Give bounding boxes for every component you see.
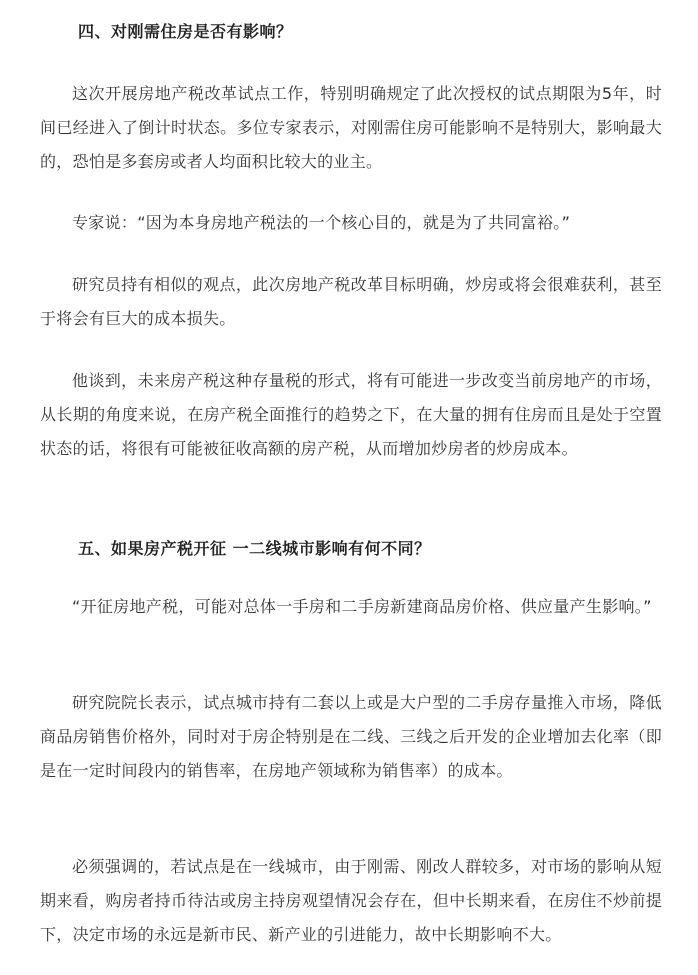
- section-heading-4: 四、对刚需住房是否有影响？: [78, 22, 293, 41]
- paragraph: 研究员持有相似的观点，此次房地产税改革目标明确，炒房或将会很难获利，甚至于将会有巨大的成本损失。: [40, 275, 662, 328]
- paragraph: 他谈到，未来房产税这种存量税的形式，将有可能进一步改变当前房地产的市场，从长期的角度来说，在房产税全面推行的趋势之下，在大量的拥有住房而且是处于空置状态的话，将很有可能被征收高额的房产税，从而增加炒房者的炒房成本。: [40, 371, 662, 458]
- section-heading-5: 五、如果房产税开征 一二线城市影响有何不同？: [78, 539, 431, 558]
- paragraph: 这次开展房地产税改革试点工作，特别明确规定了此次授权的试点期限为5年，时间已经进入了倒计时状态。多位专家表示，对刚需住房可能影响不是特别大，影响最大的，恐怕是多套房或者人均面积比较大的业主。: [40, 84, 662, 171]
- paragraph: “开征房地产税，可能对总体一手房和二手房新建商品房价格、供应量产生影响。”: [72, 597, 652, 616]
- paragraph: 必须强调的，若试点是在一线城市，由于刚需、刚改人群较多，对市场的影响从短期来看，购房者持币待沽或房主持房观望情况会存在，但中长期来看，在房住不炒前提下，决定市场的永远是新市民、新产业的引进能力，故中长期影响不大。: [40, 857, 662, 944]
- paragraph: 专家说：“因为本身房地产税法的一个核心目的，就是为了共同富裕。”: [72, 213, 571, 232]
- paragraph: 研究院院长表示，试点城市持有二套以上或是大户型的二手房存量推入市场，降低商品房销售价格外，同时对于房企特别是在二线、三线之后开发的企业增加去化率（即是在一定时间段内的销售率，在房地产领域称为销售率）的成本。: [40, 693, 662, 780]
